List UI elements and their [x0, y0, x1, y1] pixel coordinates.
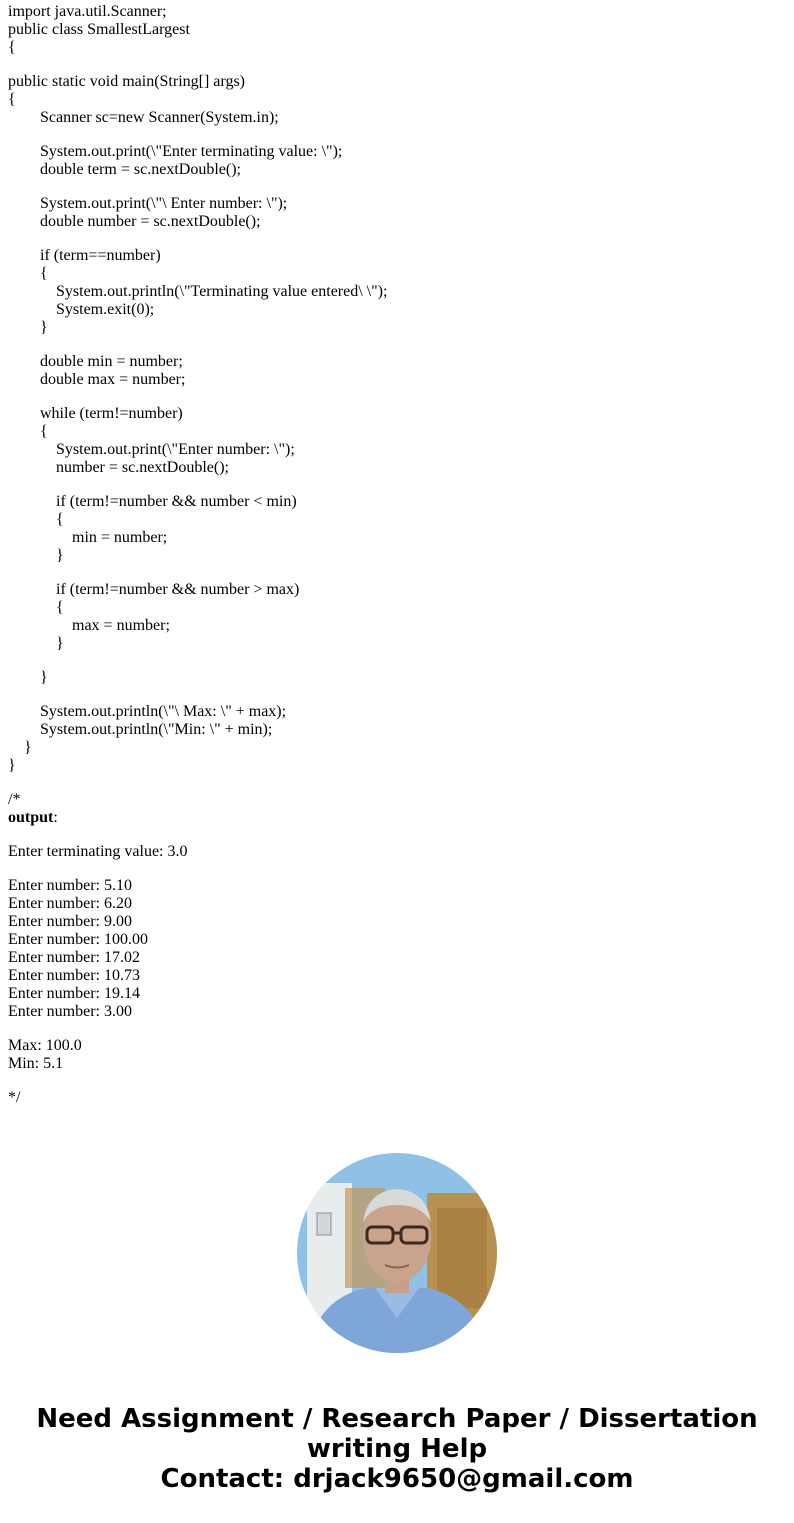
code-line: System.out.print(\"\ Enter number: \");	[40, 195, 288, 212]
code-line: double term = sc.nextDouble();	[40, 161, 241, 178]
output-colon: :	[53, 809, 58, 826]
comment-open: /*	[8, 791, 21, 808]
output-min: Min: 5.1	[8, 1055, 64, 1072]
code-line: }	[8, 757, 16, 774]
code-line: import java.util.Scanner;	[8, 3, 167, 20]
output-number-line: Enter number: 17.02	[8, 949, 140, 966]
code-line: number = sc.nextDouble();	[56, 459, 229, 476]
contact-banner	[0, 1404, 794, 1494]
code-line: {	[56, 599, 64, 616]
code-line: System.out.print(\"Enter number: \");	[56, 441, 295, 458]
code-line: min = number;	[72, 529, 168, 546]
code-line: }	[24, 739, 32, 756]
output-number-line: Enter number: 3.00	[8, 1003, 132, 1020]
code-line: {	[56, 511, 64, 528]
code-line: {	[40, 265, 48, 282]
code-line: {	[8, 39, 16, 56]
comment-close: */	[8, 1089, 21, 1106]
code-line: System.out.println(\"Min: \" + min);	[40, 721, 273, 738]
code-line: {	[8, 91, 16, 108]
code-line: double min = number;	[40, 353, 183, 370]
output-terminating: Enter terminating value: 3.0	[8, 843, 188, 860]
code-line: System.out.print(\"Enter terminating value: \");	[40, 143, 343, 160]
code-line: Scanner sc=new Scanner(System.in);	[40, 109, 279, 126]
code-line: System.exit(0);	[56, 301, 155, 318]
code-line: if (term!=number && number > max)	[56, 581, 300, 598]
code-line: }	[56, 635, 64, 652]
code-line: while (term!=number)	[40, 405, 183, 422]
banner-line-2: writing Help	[306, 1434, 488, 1464]
banner-line-1: Need Assignment / Research Paper / Dissertation	[36, 1404, 758, 1434]
code-line: double max = number;	[40, 371, 186, 388]
code-line: max = number;	[72, 617, 170, 634]
output-number-line: Enter number: 19.14	[8, 985, 140, 1002]
code-document	[8, 3, 786, 1107]
output-max: Max: 100.0	[8, 1037, 82, 1054]
output-number-line: Enter number: 6.20	[8, 895, 132, 912]
code-line: }	[40, 319, 48, 336]
code-line: System.out.println(\"Terminating value entered\ \");	[56, 283, 388, 300]
banner-contact-email: Contact: drjack9650@gmail.com	[160, 1464, 634, 1494]
code-line: }	[56, 547, 64, 564]
code-line: public static void main(String[] args)	[8, 73, 245, 90]
output-number-line: Enter number: 5.10	[8, 877, 132, 894]
code-line: }	[40, 669, 48, 686]
code-line: System.out.println(\"\ Max: \" + max);	[40, 703, 287, 720]
output-number-line: Enter number: 100.00	[8, 931, 148, 948]
code-line: double number = sc.nextDouble();	[40, 213, 261, 230]
code-line: if (term!=number && number < min)	[56, 493, 297, 510]
output-label: output	[8, 809, 54, 826]
output-heading	[8, 809, 786, 827]
code-line: if (term==number)	[40, 247, 161, 264]
code-line: public class SmallestLargest	[8, 21, 190, 38]
output-number-line: Enter number: 10.73	[8, 967, 140, 984]
author-avatar	[297, 1153, 497, 1353]
output-number-line: Enter number: 9.00	[8, 913, 132, 930]
author-portrait-image	[297, 1153, 497, 1353]
code-line: {	[40, 423, 48, 440]
